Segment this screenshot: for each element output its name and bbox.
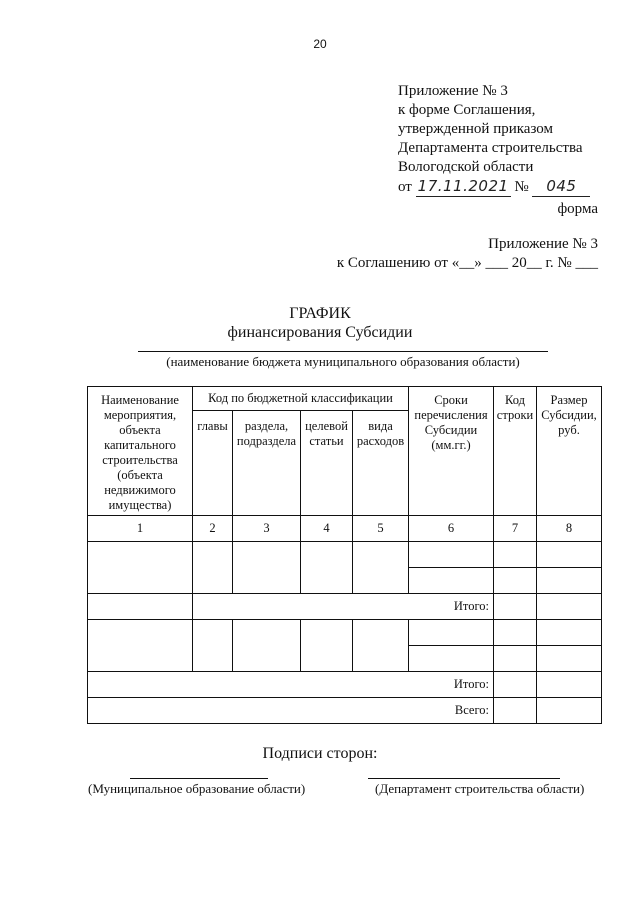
itogo-label: Итого: xyxy=(193,594,494,620)
signature-line-municipality xyxy=(130,778,268,779)
number-prefix: № xyxy=(514,179,529,195)
empty-cell xyxy=(409,620,494,646)
empty-cell xyxy=(301,542,353,594)
col-number: 7 xyxy=(494,516,537,542)
annex-line-5: Вологодской области xyxy=(398,159,534,175)
budget-name-line xyxy=(138,351,548,352)
annex-line-1: Приложение № 3 xyxy=(398,83,508,99)
handwritten-number: 045 xyxy=(532,177,590,197)
col-header-vid: вида расходов xyxy=(353,411,409,516)
signatures-title: Подписи сторон: xyxy=(262,745,378,762)
col-header-name: Наименование мероприятия, объекта капитального строительства (объекта недвижимого имущества) xyxy=(88,387,193,516)
empty-cell xyxy=(537,594,602,620)
signature-caption-department: (Департамент строительства области) xyxy=(375,781,585,796)
empty-cell xyxy=(193,620,233,672)
page-number: 20 xyxy=(313,37,327,51)
empty-cell xyxy=(494,568,537,594)
annex-line-2: к форме Соглашения, xyxy=(398,102,536,118)
empty-cell xyxy=(494,594,537,620)
signature-caption-municipality: (Муниципальное образование области) xyxy=(88,781,306,796)
object-2-row-a xyxy=(88,620,602,646)
date-prefix: от xyxy=(398,179,412,195)
col-number: 3 xyxy=(233,516,301,542)
header-row-1 xyxy=(88,387,602,411)
empty-cell xyxy=(494,672,537,698)
empty-cell xyxy=(409,646,494,672)
empty-cell xyxy=(537,568,602,594)
empty-cell xyxy=(537,672,602,698)
agreement-annex xyxy=(337,235,598,273)
empty-cell xyxy=(537,620,602,646)
empty-cell xyxy=(494,542,537,568)
empty-cell xyxy=(409,568,494,594)
handwritten-date: 17.11.2021 xyxy=(416,177,511,197)
empty-cell xyxy=(353,542,409,594)
itogo-label: Итого: xyxy=(88,672,494,698)
empty-cell xyxy=(537,542,602,568)
col-header-razmer: Размер Субсидии, руб. xyxy=(537,387,602,516)
annex-line-3: утвержденной приказом xyxy=(398,121,554,137)
col-header-kod: Код строки xyxy=(494,387,537,516)
agreement-annex-line-1: Приложение № 3 xyxy=(488,236,598,252)
col-header-kbk-group: Код по бюджетной классификации xyxy=(193,387,409,411)
annex-line-4: Департамента строительства xyxy=(398,140,583,156)
col-header-sroki: Сроки перечисления Субсидии (мм.гг.) xyxy=(409,387,494,516)
col-number: 2 xyxy=(193,516,233,542)
annex-date-line xyxy=(398,177,590,197)
column-number-row xyxy=(88,516,602,542)
object-1-row-a xyxy=(88,542,602,568)
empty-cell xyxy=(233,542,301,594)
col-header-razdel: раздела, подраздела xyxy=(233,411,301,516)
vsego-label: Всего: xyxy=(88,698,494,724)
empty-cell xyxy=(409,542,494,568)
document-title xyxy=(0,304,640,342)
grand-total-row xyxy=(88,698,602,724)
col-header-cel: целевой статьи xyxy=(301,411,353,516)
agreement-annex-line-2: к Соглашению от «__» ___ 20__ г. № ___ xyxy=(336,255,598,271)
form-label: форма xyxy=(557,201,598,217)
empty-cell xyxy=(537,646,602,672)
col-number: 6 xyxy=(409,516,494,542)
empty-cell xyxy=(301,620,353,672)
empty-cell xyxy=(494,620,537,646)
col-number: 8 xyxy=(537,516,602,542)
empty-cell xyxy=(193,542,233,594)
object-1-total-row xyxy=(88,594,602,620)
financing-schedule-table xyxy=(87,386,602,724)
annex-header xyxy=(398,82,590,197)
col-number: 4 xyxy=(301,516,353,542)
col-header-glavy: главы xyxy=(193,411,233,516)
title-main: ГРАФИК xyxy=(289,305,351,322)
empty-cell xyxy=(88,594,193,620)
col-number: 5 xyxy=(353,516,409,542)
empty-cell xyxy=(494,698,537,724)
budget-caption: (наименование бюджета муниципального образования области) xyxy=(166,354,520,369)
title-sub: финансирования Субсидии xyxy=(227,324,413,341)
empty-cell xyxy=(88,620,193,672)
empty-cell xyxy=(88,542,193,594)
signature-line-department xyxy=(368,778,560,779)
object-2-total-row xyxy=(88,672,602,698)
empty-cell xyxy=(494,646,537,672)
col-number: 1 xyxy=(88,516,193,542)
empty-cell xyxy=(537,698,602,724)
empty-cell xyxy=(353,620,409,672)
empty-cell xyxy=(233,620,301,672)
